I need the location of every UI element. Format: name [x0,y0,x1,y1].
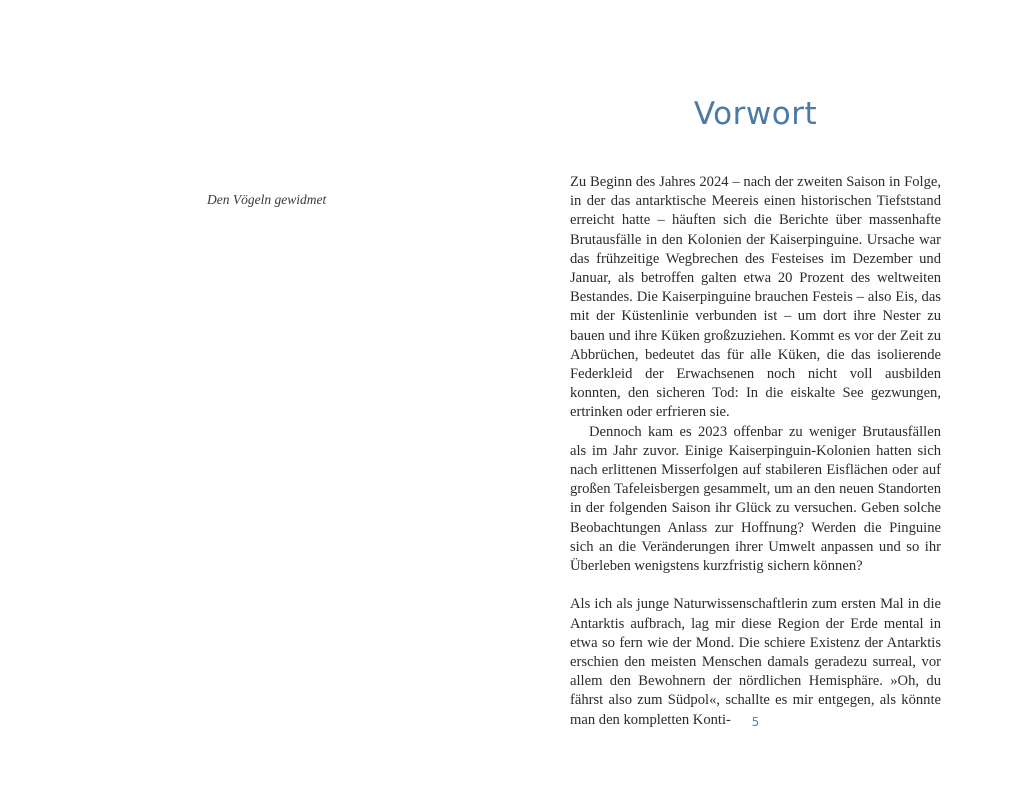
paragraph: Als ich als junge Naturwissenschaftlerin zum ersten Mal in die Antarktis aufbrach, lag mir diese Region der Erde mental in etwa so fern wie der Mond. Die schiere Existenz der Antarktis erschien den meisten Menschen damals geradezu surreal, vor allem den Bewohnern der nördlichen Hemisphäre. »Oh, du fährst also zum Südpol«, schallte es mir entgegen, als könnte man den kompletten Konti- [570,596,941,728]
paragraph: Zu Beginn des Jahres 2024 – nach der zweiten Saison in Folge, in der das antarktische Meereis einen historischen Tiefststand erreicht hatte – häuften sich die Berichte über massenhafte Brutausfälle in den Kolonien der Kaiserpinguine. Ursache war das frühzeitige Wegbrechen des Festeises im Dezember und Januar, als betroffen galten etwa 20 Prozent des weltweiten Bestandes. Die Kaiserpinguine brauchen Festeis – also Eis, das mit der Küstenlinie verbunden ist – um dort ihre Nester zu bauen und ihre Küken großzuziehen. Kommt es vor der Zeit zu Abbrüchen, bedeutet das für alle Küken, die das isolierende Federkleid der Erwachsenen noch nicht voll ausbilden konnten, den sicheren Tod: In die eiskalte See gezwungen, ertrinken oder erfrieren sie. [570,174,941,421]
body-text [570,173,941,730]
dedication: Den Vögeln gewidmet [207,192,327,207]
chapter-heading [570,96,941,132]
right-page [510,0,1020,788]
paragraph: Dennoch kam es 2023 offenbar zu weniger Brutausfällen als im Jahr zuvor. Einige Kaiserpinguin-Kolonien hatten sich nach erlittenen Misserfolgen auf stabileren Eisflächen oder auf großen Tafeleisbergen gesammelt, um an den neuen Standorten in der folgenden Saison ihr Glück zu versuchen. Geben solche Beobachtungen Anlass zur Hoffnung? Werden die Pinguine sich an die Veränderungen ihrer Umwelt anpassen und so ihr Überleben wenigstens kurzfristig sichern können? [570,423,941,575]
chapter-title: Vorwort [693,96,818,132]
page-number: 5 [751,715,760,729]
